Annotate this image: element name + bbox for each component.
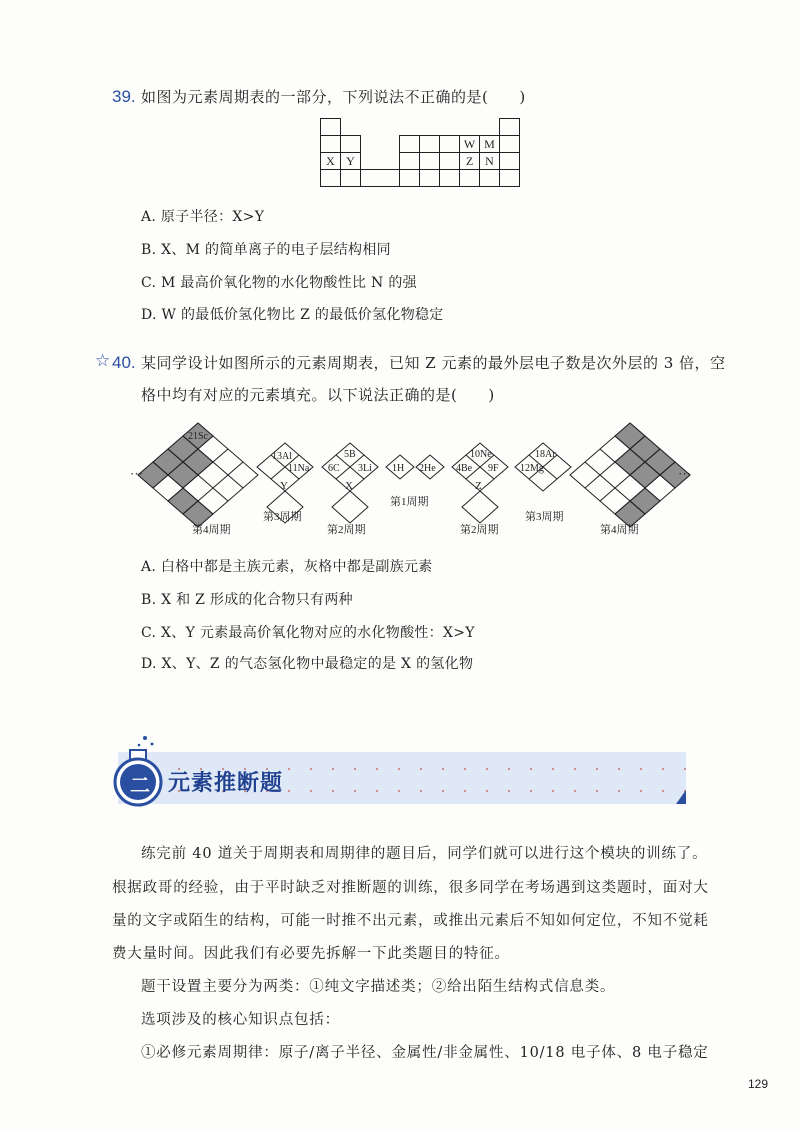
body-para4: ①必修元素周期律：原子/离子半径、金属性/非金属性、10/18 电子体、8 电子稳定 xyxy=(141,1045,709,1061)
element-ar: 18Ar xyxy=(535,449,556,460)
periodic-table-fragment xyxy=(320,118,520,187)
label-period3-right: 第3周期 xyxy=(525,511,564,523)
period4-right-diamond xyxy=(570,423,690,527)
label-period4-right: 第4周期 xyxy=(600,524,639,536)
element-x: X xyxy=(345,480,353,492)
element-b: 5B xyxy=(344,449,356,460)
ellipsis-right: ··· xyxy=(678,466,691,481)
element-mg: 12Mg xyxy=(520,463,544,474)
q39-option-c: C. M 最高价氧化物的水化物酸性比 N 的强 xyxy=(141,275,417,291)
q39-option-b: B. X、M 的简单离子的电子层结构相同 xyxy=(141,242,391,258)
page-number: 129 xyxy=(748,1077,769,1091)
element-be: 4Be xyxy=(456,463,473,474)
question-40-stem-line1: 某同学设计如图所示的元素周期表，已知 Z 元素的最外层电子数是次外层的 3 倍，空 xyxy=(141,354,726,372)
element-he: 2He xyxy=(419,463,436,474)
cell-z: Z xyxy=(460,153,480,170)
section-title: 元素推断题 xyxy=(168,771,284,796)
body-para2: 题干设置主要分为两类：①纯文字描述类；②给出陌生结构式信息类。 xyxy=(141,979,616,995)
label-period4-left: 第4周期 xyxy=(192,524,231,536)
diamond-periodic-table-diagram xyxy=(130,415,700,540)
element-y: Y xyxy=(280,480,288,492)
question-40-stem-line2: 格中均有对应的元素填充。以下说法正确的是( ) xyxy=(141,386,495,404)
cell-m: M xyxy=(480,136,500,153)
cell-w: W xyxy=(460,136,480,153)
element-c: 6C xyxy=(328,463,340,474)
body-para1-line2: 根据政哥的经验，由于平时缺乏对推断题的训练，很多同学在考场遇到这类题时，面对大 xyxy=(112,880,709,896)
cell-n: N xyxy=(480,153,500,170)
banner-corner-fold xyxy=(676,790,688,804)
element-ne: 10Ne xyxy=(470,449,492,460)
ellipsis-left: ··· xyxy=(130,466,143,481)
element-h: 1H xyxy=(392,463,405,474)
question-39-stem: 如图为元素周期表的一部分，下列说法不正确的是( ) xyxy=(141,88,526,106)
body-para3: 选项涉及的核心知识点包括： xyxy=(141,1012,340,1028)
element-na: 11Na xyxy=(288,463,310,474)
label-period2-left: 第2周期 xyxy=(327,524,366,536)
q39-option-a: A. 原子半径：X>Y xyxy=(141,209,265,225)
body-para1-line4: 费大量时间。因此我们有必要先拆解一下此类题目的特征。 xyxy=(112,946,510,962)
element-z: Z xyxy=(475,480,482,492)
element-al: 13Al xyxy=(272,451,292,462)
q40-option-a: A. 白格中都是主族元素，灰格中都是副族元素 xyxy=(141,559,433,575)
body-para1-line1: 练完前 40 道关于周期表和周期律的题目后，同学们就可以进行这个模块的训练了。 xyxy=(141,846,708,862)
q40-option-b: B. X 和 Z 形成的化合物只有两种 xyxy=(141,592,353,608)
section-number-badge: 二 xyxy=(130,773,150,797)
question-40-number: 40. xyxy=(112,353,136,372)
cell-x: X xyxy=(321,153,341,170)
label-period2-right: 第2周期 xyxy=(460,524,499,536)
label-period3-left: 第3周期 xyxy=(263,511,302,523)
element-f: 9F xyxy=(488,463,499,474)
element-li: 3Li xyxy=(358,463,372,474)
body-para1-line3: 量的文字或陌生的结构，可能一时推不出元素，或推出元素后不知如何定位，不知不觉耗 xyxy=(112,913,709,929)
q40-option-c: C. X、Y 元素最高价氧化物对应的水化物酸性：X>Y xyxy=(141,625,475,641)
q40-option-d: D. X、Y、Z 的气态氢化物中最稳定的是 X 的氢化物 xyxy=(141,656,474,672)
question-39-number: 39. xyxy=(112,87,136,106)
cell-y: Y xyxy=(341,153,361,170)
label-period1: 第1周期 xyxy=(390,496,429,508)
star-icon: ☆ xyxy=(95,351,111,370)
q39-option-d: D. W 的最低价氢化物比 Z 的最低价氢化物稳定 xyxy=(141,307,444,323)
element-sc: 21Sc xyxy=(188,431,208,442)
